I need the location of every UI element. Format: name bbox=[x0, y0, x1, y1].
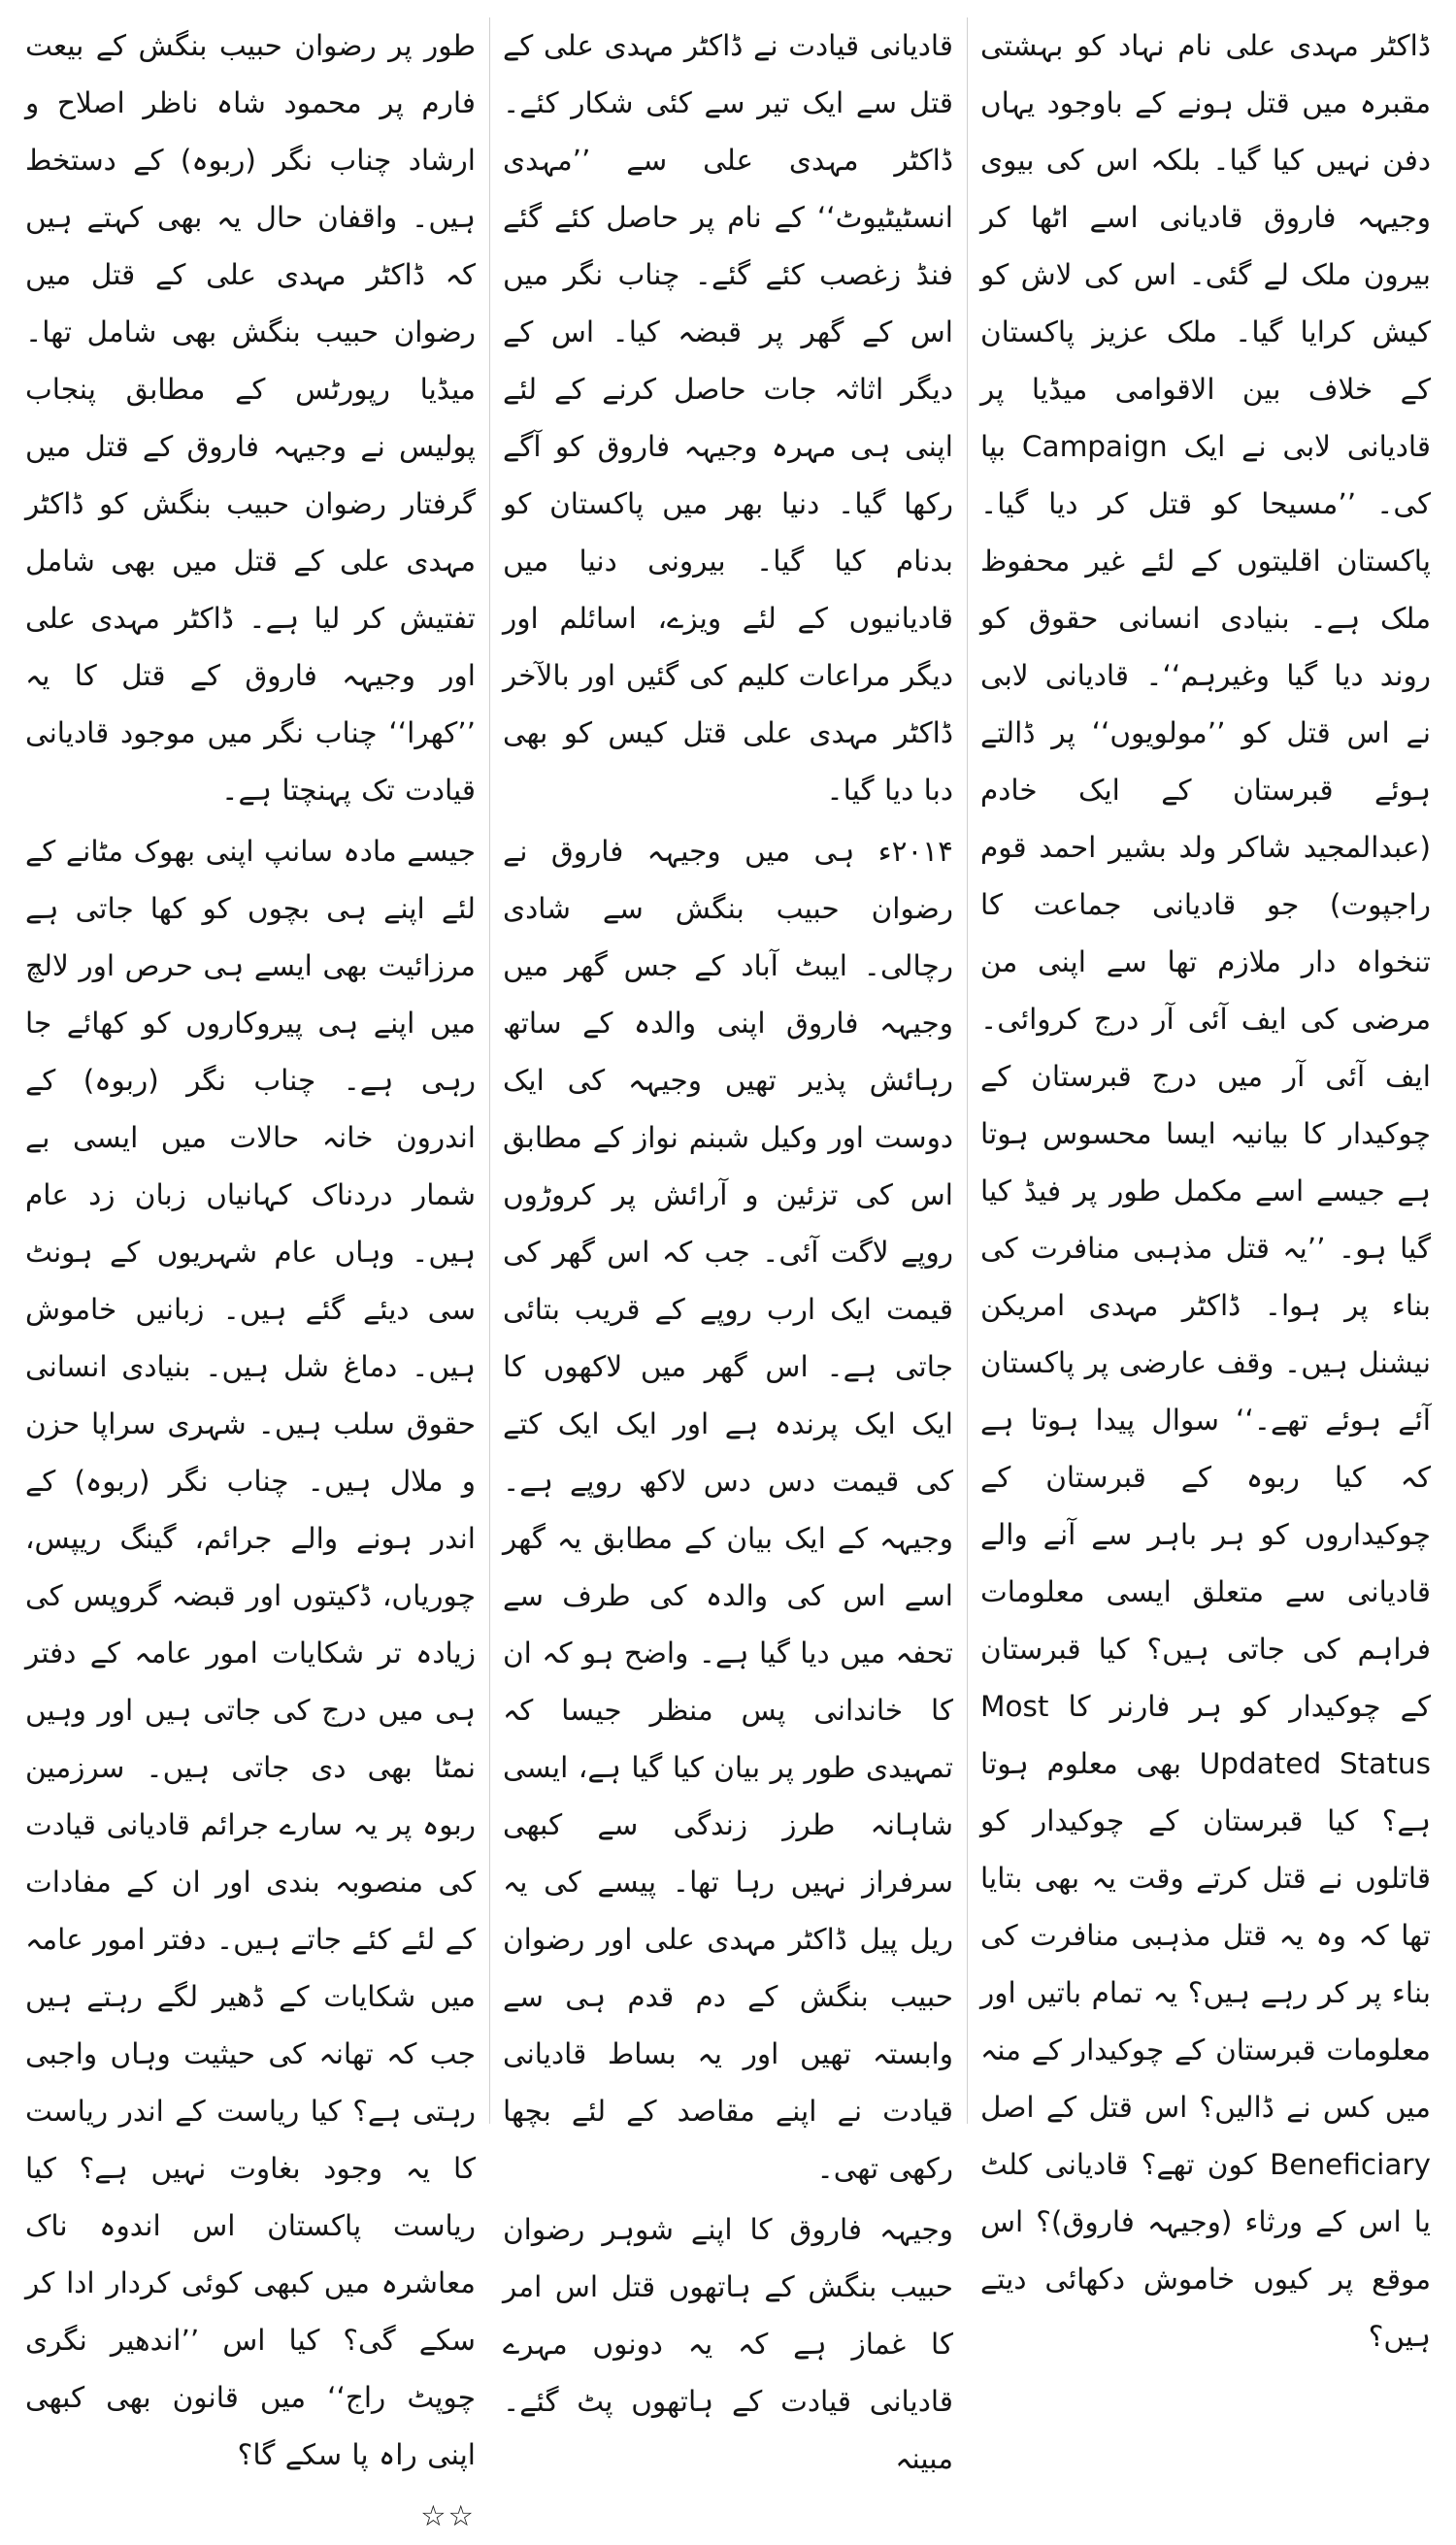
column-3-paragraph-2: جیسے مادہ سانپ اپنی بھوک مٹانے کے لئے اپنے ہی بچوں کو کھا جاتی ہے مرزائیت بھی ایسے ہی حرص اور لالچ میں اپنے ہی پیروکاروں کو کھائے جا رہی ہے۔ چناب نگر (ربوہ) کے اندرون خانہ حالات میں ایسی بے شمار دردناک کہانیاں زبان زد عام ہیں۔ وہاں عام شہریوں کے ہونٹ سی دیئے گئے ہیں۔ زبانیں خاموش ہیں۔ دماغ شل ہیں۔ بنیادی انسانی حقوق سلب ہیں۔ شہری سراپا حزن و ملال ہیں۔ چناب نگر (ربوہ) کے اندر ہونے والے جرائم، گینگ ریپس، چوریاں، ڈکیتوں اور قبضہ گروپس کی زیادہ تر شکایات امور عامہ کے دفتر ہی میں درج کی جاتی ہیں اور وہیں نمٹا بھی دی جاتی ہیں۔ سرزمین ربوہ پر یہ سارے جرائم قادیانی قیادت کی منصوبہ بندی اور ان کے مفادات کے لئے کئے جاتے ہیں۔ دفتر امور عامہ میں شکایات کے ڈھیر لگے رہتے ہیں جب کہ تھانہ کی حیثیت وہاں واجبی رہتی ہے؟ کیا ریاست کے اندر ریاست کا یہ وجود بغاوت نہیں ہے؟ کیا ریاست پاکستان اس اندوہ ناک معاشرہ میں کبھی کوئی کردار ادا کر سکے گی؟ کیا اس ’’اندھیر نگری چوپٹ راج‘‘ میں قانون بھی کبھی اپنی راہ پا سکے گا؟ bbox=[25, 835, 476, 2471]
column-2-paragraph-2: ۲۰۱۴ء ہی میں وجیہہ فاروق نے رضوان حبیب بنگش سے شادی رچالی۔ ایبٹ آباد کے جس گھر میں وجیہہ فاروق اپنی والدہ کے ساتھ رہائش پذیر تھیں وجیہہ کی ایک دوست اور وکیل شبنم نواز کے مطابق اس کی تزئین و آرائش پر کروڑوں روپے لاگت آئی۔ جب کہ اس گھر کی قیمت ایک ارب روپے کے قریب بتائی جاتی ہے۔ اس گھر میں لاکھوں کا ایک ایک پرندہ ہے اور ایک ایک کتے کی قیمت دس دس لاکھ روپے ہے۔ وجیہہ کے ایک بیان کے مطابق یہ گھر اسے اس کی والدہ کی طرف سے تحفہ میں دیا گیا ہے۔ واضح ہو کہ ان کا خاندانی پس منظر جیسا کہ تمہیدی طور پر بیان کیا گیا ہے، ایسی شاہانہ طرز زندگی سے کبھی سرفراز نہیں رہا تھا۔ پیسے کی یہ ریل پیل ڈاکٹر مہدی علی اور رضوان حبیب بنگش کے دم قدم ہی سے وابستہ تھیں اور یہ بساط قادیانی قیادت نے اپنے مقاصد کے لئے بچھا رکھی تھی۔ bbox=[502, 835, 953, 2185]
article-column-middle bbox=[502, 17, 953, 2475]
column-divider bbox=[967, 17, 968, 2124]
column-2-paragraph-3: وجیہہ فاروق کا اپنے شوہر رضوان حبیب بنگش کے ہاتھوں قتل اس امر کا غماز ہے کہ یہ دونوں مہرے قادیانی قیادت کے ہاتھوں پٹ گئے۔ مبینہ bbox=[503, 2213, 953, 2475]
end-stars: ☆☆ bbox=[420, 2499, 476, 2532]
column-2-paragraph-1: قادیانی قیادت نے ڈاکٹر مہدی علی کے قتل سے ایک تیر سے کئی شکار کئے۔ ڈاکٹر مہدی علی سے ’’مہدی انسٹیٹیوٹ‘‘ کے نام پر حاصل کئے گئے فنڈ زغصب کئے گئے۔ چناب نگر میں اس کے گھر پر قبضہ کیا۔ اس کے دیگر اثاثہ جات حاصل کرنے کے لئے اپنی ہی مہرہ وجیہہ فاروق کو آگے رکھا گیا۔ دنیا بھر میں پاکستان کو بدنام کیا گیا۔ بیرونی دنیا میں قادیانیوں کے لئے ویزے، اسائلم اور دیگر مراعات کلیم کی گئیں اور بالآخر ڈاکٹر مہدی علی قتل کیس کو بھی دبا دیا گیا۔ bbox=[503, 29, 953, 807]
article-columns bbox=[25, 17, 1431, 2532]
article-column-left bbox=[25, 17, 476, 2532]
column-1-paragraph-1: ڈاکٹر مہدی علی نام نہاد کو بہشتی مقبرہ میں قتل ہونے کے باوجود یہاں دفن نہیں کیا گیا۔ بلکہ اس کی بیوی وجیہہ فاروق قادیانی اسے اٹھا کر بیرون ملک لے گئی۔ اس کی لاش کو کیش کرایا گیا۔ ملک عزیز پاکستان کے خلاف بین الاقوامی میڈیا پر قادیانی لابی نے ایک Campaign بپا کی۔ ’’مسیحا کو قتل کر دیا گیا۔ پاکستان اقلیتوں کے لئے غیر محفوظ ملک ہے۔ بنیادی انسانی حقوق کو روند دیا گیا وغیرہم‘‘۔ قادیانی لابی نے اس قتل کو ’’مولویوں‘‘ پر ڈالتے ہوئے قبرستان کے ایک خادم (عبدالمجید شاکر ولد بشیر احمد قوم راجپوت) جو قادیانی جماعت کا تنخواہ دار ملازم تھا سے اپنی من مرضی کی ایف آئی آر درج کروائی۔ ایف آئی آر میں درج قبرستان کے چوکیدار کا بیانیہ ایسا محسوس ہوتا ہے جیسے اسے مکمل طور پر فیڈ کیا گیا ہو۔ ’’یہ قتل مذہبی منافرت کی بناء پر ہوا۔ ڈاکٹر مہدی امریکن نیشنل ہیں۔ وقف عارضی پر پاکستان آئے ہوئے تھے۔‘‘ سوال پیدا ہوتا ہے کہ کیا ربوہ کے قبرستان کے چوکیداروں کو ہر باہر سے آنے والے قادیانی سے متعلق ایسی معلومات فراہم کی جاتی ہیں؟ کیا قبرستان کے چوکیدار کو ہر فارنر کا Most Updated Status بھی معلوم ہوتا ہے؟ کیا قبرستان کے چوکیدار کو قاتلوں نے قتل کرتے وقت یہ بھی بتایا تھا کہ وہ یہ قتل مذہبی منافرت کی بناء پر کر رہے ہیں؟ یہ تمام باتیں اور معلومات قبرستان کے چوکیدار کے منہ میں کس نے ڈالیں؟ اس قتل کے اصل Beneficiary کون تھے؟ قادیانی کلٹ یا اس کے ورثاء (وجیہہ فاروق)؟ اس موقع پر کیوں خاموش دکھائی دیتے ہیں؟ bbox=[980, 29, 1431, 2353]
column-divider bbox=[489, 17, 490, 2124]
column-3-paragraph-1: طور پر رضوان حبیب بنگش کے بیعت فارم پر محمود شاہ ناظر اصلاح و ارشاد چناب نگر (ربوہ) کے دستخط ہیں۔ واقفان حال یہ بھی کہتے ہیں کہ ڈاکٹر مہدی علی کے قتل میں رضوان حبیب بنگش بھی شامل تھا۔ میڈیا رپورٹس کے مطابق پنجاب پولیس نے وجیہہ فاروق کے قتل میں گرفتار رضوان حبیب بنگش کو ڈاکٹر مہدی علی کے قتل میں بھی شامل تفتیش کر لیا ہے۔ ڈاکٹر مہدی علی اور وجیہہ فاروق کے قتل کا یہ ’’کھرا‘‘ چناب نگر میں موجود قادیانی قیادت تک پہنچتا ہے۔ bbox=[25, 29, 476, 807]
article-column-right bbox=[980, 17, 1431, 2353]
